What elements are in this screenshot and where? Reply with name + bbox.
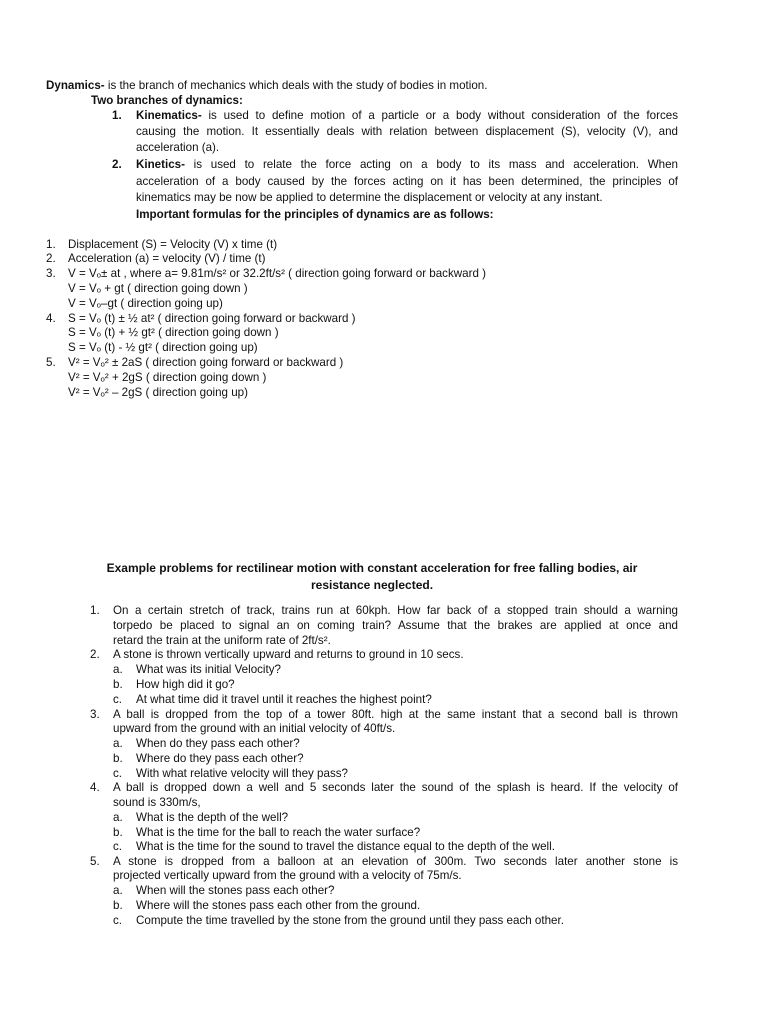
formula-line: V² = Vₒ² – 2gS ( direction going up) xyxy=(68,386,248,399)
problem-line: A ball is dropped from the top of a tower 80ft. high at the same instant that a second ball is thrown xyxy=(113,708,678,721)
sub-question: What is the time for the sound to travel the distance equal to the depth of the well. xyxy=(136,840,555,853)
sub-question-letter: c. xyxy=(113,767,123,780)
problem-number: 1. xyxy=(90,604,100,617)
problem-line: On a certain stretch of track, trains run at 60kph. How far back of a stopped train should a warning xyxy=(113,604,678,617)
formula-number: 5. xyxy=(46,356,56,369)
formula-line: V = Vₒ–gt ( direction going up) xyxy=(68,297,223,310)
problem-number: 4. xyxy=(90,781,100,794)
sub-question: With what relative velocity will they pass? xyxy=(136,767,348,780)
formula-line: V² = Vₒ² + 2gS ( direction going down ) xyxy=(68,371,267,384)
sub-question: When will the stones pass each other? xyxy=(136,884,335,897)
branch-term: Kinematics- xyxy=(136,109,202,122)
sub-question: Where will the stones pass each other from the ground. xyxy=(136,899,421,912)
sub-question: What is the time for the ball to reach the water surface? xyxy=(136,826,421,839)
branch-line: Kinematics- is used to define motion of a particle or a body without consideration of the forces xyxy=(136,109,678,122)
sub-question: What was its initial Velocity? xyxy=(136,663,281,676)
branch-number: 2. xyxy=(112,158,122,171)
problem-line: torpedo be placed to signal an on coming train? Assume that the brakes are applied at once and xyxy=(113,619,678,632)
sub-question-letter: a. xyxy=(113,884,123,897)
sub-question-letter: b. xyxy=(113,752,123,765)
formula-line: V = Vₒ± at , where a= 9.81m/s² or 32.2ft/s² ( direction going forward or backward ) xyxy=(68,267,486,280)
sub-question: How high did it go? xyxy=(136,678,235,691)
examples-title-line: Example problems for rectilinear motion with constant acceleration for free falling bodies, air xyxy=(106,561,638,575)
sub-question-letter: b. xyxy=(113,678,123,691)
formula-line: S = Vₒ (t) ± ½ at² ( direction going forward or backward ) xyxy=(68,312,356,325)
sub-question-letter: c. xyxy=(113,914,123,927)
sub-question-letter: b. xyxy=(113,826,123,839)
formula-number: 4. xyxy=(46,312,56,325)
problem-line: A stone is dropped from a balloon at an elevation of 300m. Two seconds later another stone is xyxy=(113,855,678,868)
problem-line: A stone is thrown vertically upward and returns to ground in 10 secs. xyxy=(113,648,464,661)
formula-line: S = Vₒ (t) + ½ gt² ( direction going down ) xyxy=(68,326,279,339)
formulas-heading: Important formulas for the principles of dynamics are as follows: xyxy=(136,208,494,221)
sub-question: When do they pass each other? xyxy=(136,737,300,750)
problem-number: 2. xyxy=(90,648,100,661)
branch-line: causing the motion. It essentially deals with relation between displacement (S), velocity (V), and xyxy=(136,125,678,138)
sub-question: Compute the time travelled by the stone from the ground until they pass each other. xyxy=(136,914,564,927)
problem-number: 5. xyxy=(90,855,100,868)
examples-title-line: resistance neglected. xyxy=(310,578,434,592)
branches-heading: Two branches of dynamics: xyxy=(91,94,243,107)
formula-number: 1. xyxy=(46,238,56,251)
branch-line: Kinetics- is used to relate the force acting on a body to its mass and acceleration. When xyxy=(136,158,678,171)
sub-question-letter: a. xyxy=(113,811,123,824)
formula-number: 2. xyxy=(46,252,56,265)
branch-line: acceleration (a). xyxy=(136,141,220,154)
branch-term: Kinetics- xyxy=(136,158,185,171)
formula-line: Displacement (S) = Velocity (V) x time (t) xyxy=(68,238,278,251)
problem-line: A ball is dropped down a well and 5 seconds later the sound of the splash is heard. If the velocity of xyxy=(113,781,678,794)
branch-line: kinematics may be now be applied to determine the displacement or velocity at any instant. xyxy=(136,191,603,204)
branch-number: 1. xyxy=(112,109,122,122)
sub-question-letter: b. xyxy=(113,899,123,912)
sub-question: At what time did it travel until it reaches the highest point? xyxy=(136,693,432,706)
sub-question-letter: c. xyxy=(113,840,123,853)
dynamics-definition-text: is the branch of mechanics which deals with the study of bodies in motion. xyxy=(104,79,488,92)
problem-line: retard the train at the uniform rate of 2ft/s². xyxy=(113,634,331,647)
sub-question-letter: c. xyxy=(113,693,123,706)
dynamics-definition xyxy=(46,78,487,93)
problem-line: projected vertically upward from the ground with a velocity of 75m/s. xyxy=(113,869,462,882)
problem-number: 3. xyxy=(90,708,100,721)
problem-line: upward from the ground with an initial velocity of 40ft/s. xyxy=(113,722,396,735)
dynamics-term: Dynamics- xyxy=(46,79,105,92)
formula-line: S = Vₒ (t) - ½ gt² ( direction going up) xyxy=(68,341,258,354)
formula-line: V = Vₒ + gt ( direction going down ) xyxy=(68,282,248,295)
formula-line: V² = Vₒ² ± 2aS ( direction going forward or backward ) xyxy=(68,356,344,369)
formula-line: Acceleration (a) = velocity (V) / time (t) xyxy=(68,252,266,265)
sub-question: What is the depth of the well? xyxy=(136,811,289,824)
sub-question: Where do they pass each other? xyxy=(136,752,304,765)
formula-number: 3. xyxy=(46,267,56,280)
problem-line: sound is 330m/s, xyxy=(113,796,201,809)
branch-line: acceleration of a body caused by the forces acting on it has been determined, the principles of xyxy=(136,175,678,188)
sub-question-letter: a. xyxy=(113,737,123,750)
sub-question-letter: a. xyxy=(113,663,123,676)
